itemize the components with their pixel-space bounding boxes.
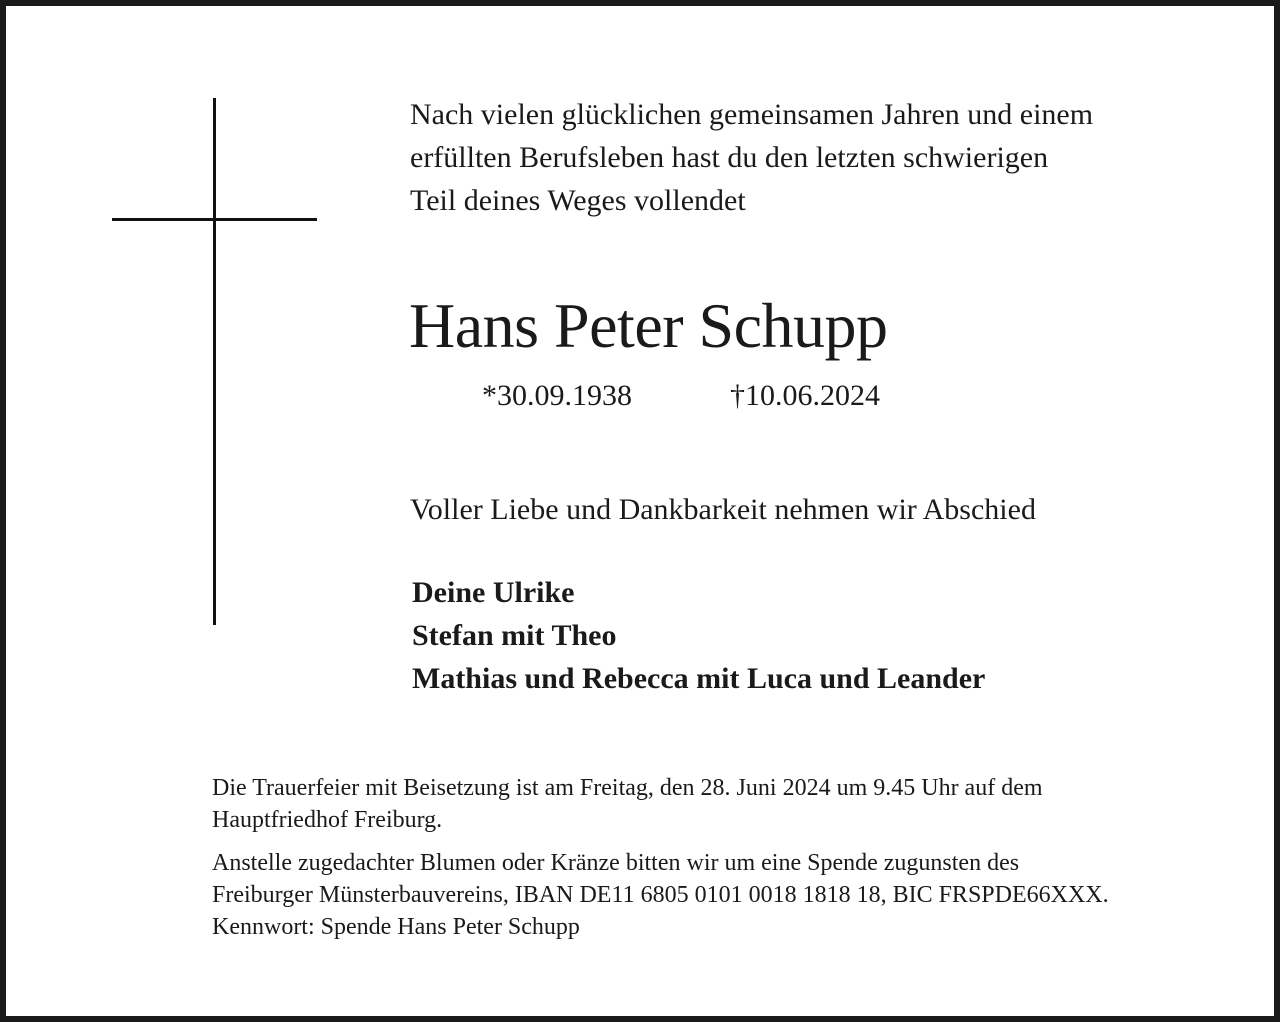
ceremony-line: Die Trauerfeier mit Beisetzung ist am Freitag, den 28. Juni 2024 um 9.45 Uhr auf dem	[212, 775, 1043, 801]
cross-horizontal-bar	[112, 218, 317, 221]
intro-line: erfüllten Berufsleben hast du den letzten schwierigen	[410, 141, 1049, 174]
ceremony-line: Hauptfriedhof Freiburg.	[212, 807, 443, 833]
family-member: Deine Ulrike	[412, 576, 575, 609]
farewell-text: Voller Liebe und Dankbarkeit nehmen wir Abschied	[410, 493, 1036, 526]
donation-line: Kennwort: Spende Hans Peter Schupp	[212, 914, 580, 940]
ceremony-info	[212, 772, 1172, 836]
birth-date: *30.09.1938	[482, 379, 632, 412]
family-list	[412, 571, 985, 700]
family-member: Stefan mit Theo	[412, 619, 617, 652]
donation-info	[212, 847, 1172, 943]
obituary-card	[6, 6, 1274, 1016]
family-member: Mathias und Rebecca mit Luca und Leander	[412, 662, 986, 695]
deceased-name: Hans Peter Schupp	[409, 290, 888, 361]
donation-line: Freiburger Münsterbauvereins, IBAN DE11 6805 0101 0018 1818 18, BIC FRSPDE66XXX.	[212, 882, 1109, 908]
death-date: †10.06.2024	[730, 379, 880, 412]
donation-line: Anstelle zugedachter Blumen oder Kränze bitten wir um eine Spende zugunsten des	[212, 850, 1020, 876]
intro-line: Teil deines Weges vollendet	[410, 184, 746, 217]
intro-text	[410, 93, 1210, 222]
cross-vertical-bar	[213, 98, 216, 625]
intro-line: Nach vielen glücklichen gemeinsamen Jahren und einem	[410, 98, 1094, 131]
